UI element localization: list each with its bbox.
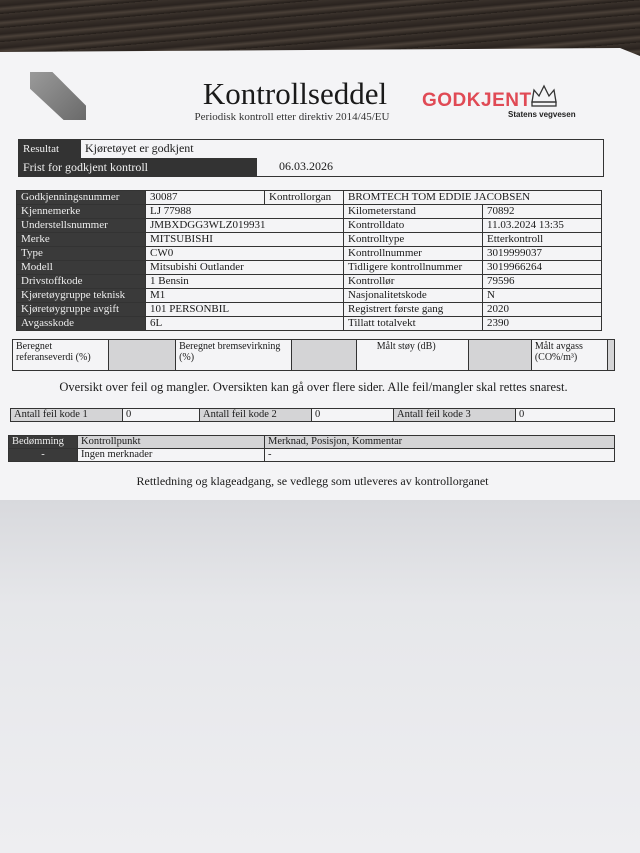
table-row <box>17 317 602 331</box>
footer-text: Rettledning og klageadgang, se vedlegg som utleveres av kontrollorganet <box>136 474 489 488</box>
table-row <box>17 205 602 219</box>
result-label: Resultat <box>19 140 81 158</box>
row-label: Kilometerstand <box>344 205 483 219</box>
reference-value-label: Beregnet referanseverdi (%) <box>13 340 109 371</box>
brake-effect-label: Beregnet bremsevirkning (%) <box>176 340 292 371</box>
remark-header: Merknad, Posisjon, Kommentar <box>265 436 615 449</box>
approval-number-label: Godkjenningsnummer <box>17 191 146 205</box>
table-row <box>17 275 602 289</box>
assessment-table <box>8 435 615 462</box>
row-label: Tillatt totalvekt <box>344 317 483 331</box>
row-value: 6L <box>146 317 344 331</box>
row-label: Type <box>17 247 146 261</box>
row-value: N <box>483 289 602 303</box>
row-value: 1 Bensin <box>146 275 344 289</box>
noise-cell <box>468 340 531 371</box>
row-label: Modell <box>17 261 146 275</box>
fault-code-3-label: Antall feil kode 3 <box>394 409 516 422</box>
exhaust-label: Målt avgass (CO%/m³) <box>531 340 607 371</box>
row-value: JMBXDGG3WLZ019931 <box>146 219 344 233</box>
row-value: 3019966264 <box>483 261 602 275</box>
row-value: Mitsubishi Outlander <box>146 261 344 275</box>
row-label: Kjøretøygruppe teknisk <box>17 289 146 303</box>
table-row <box>17 219 602 233</box>
deadline-value: 06.03.2026 <box>279 159 333 173</box>
row-label: Understellsnummer <box>17 219 146 233</box>
exhaust-cell <box>608 340 615 371</box>
row-value: 11.03.2024 13:35 <box>483 219 602 233</box>
row-label: Kjøretøygruppe avgift <box>17 303 146 317</box>
checkpoint-value: Ingen merknader <box>78 449 265 462</box>
row-value: M1 <box>146 289 344 303</box>
row-value: 2020 <box>483 303 602 317</box>
checkpoint-header: Kontrollpunkt <box>78 436 265 449</box>
row-label: Kontrolldato <box>344 219 483 233</box>
row-value: 79596 <box>483 275 602 289</box>
fault-code-1-label: Antall feil kode 1 <box>11 409 123 422</box>
document-title: Kontrollseddel <box>202 76 388 111</box>
noise-label: Målt støy (dB) <box>356 340 468 371</box>
reference-value-cell <box>108 340 175 371</box>
row-label: Tidligere kontrollnummer <box>344 261 483 275</box>
overview-text: Oversikt over feil og mangler. Oversikten kan gå over flere sider. Alle feil/mangler skal rettes snarest. <box>59 380 568 394</box>
row-label: Kontrolltype <box>344 233 483 247</box>
row-label: Avgasskode <box>17 317 146 331</box>
remark-value: - <box>265 449 615 462</box>
row-label: Merke <box>17 233 146 247</box>
row-value: LJ 77988 <box>146 205 344 219</box>
row-label: Kontrollør <box>344 275 483 289</box>
row-value: 3019999037 <box>483 247 602 261</box>
assessment-header: Bedømming <box>9 436 78 449</box>
table-row <box>17 233 602 247</box>
fault-code-1-value: 0 <box>123 409 200 422</box>
fault-code-2-value: 0 <box>312 409 394 422</box>
row-value: 70892 <box>483 205 602 219</box>
control-body-label: Kontrollorgan <box>265 191 344 205</box>
brake-effect-cell <box>291 340 356 371</box>
fault-count-table <box>10 408 615 422</box>
table-row <box>17 191 602 205</box>
row-label: Kontrollnummer <box>344 247 483 261</box>
row-label: Drivstoffkode <box>17 275 146 289</box>
approved-stamp: GODKJENT <box>422 90 532 111</box>
fault-code-2-label: Antall feil kode 2 <box>200 409 312 422</box>
result-value: Kjøretøyet er godkjent <box>85 141 194 155</box>
document-subtitle: Periodisk kontroll etter direktiv 2014/45/EU <box>194 111 390 123</box>
row-value: MITSUBISHI <box>146 233 344 247</box>
vehicle-info-table <box>16 190 602 331</box>
table-row <box>17 303 602 317</box>
row-value: CW0 <box>146 247 344 261</box>
row-value: 2390 <box>483 317 602 331</box>
row-value: Etterkontroll <box>483 233 602 247</box>
row-value: 101 PERSONBIL <box>146 303 344 317</box>
row-label: Kjennemerke <box>17 205 146 219</box>
agency-name: Statens vegvesen <box>508 110 576 119</box>
control-body-value: BROMTECH TOM EDDIE JACOBSEN <box>344 191 602 205</box>
table-row <box>17 261 602 275</box>
row-label: Registrert første gang <box>344 303 483 317</box>
measurements-table <box>12 339 615 371</box>
approval-number-value: 30087 <box>146 191 265 205</box>
deadline-label: Frist for godkjent kontroll <box>19 158 257 176</box>
crown-emblem-icon <box>528 82 560 108</box>
table-row <box>17 289 602 303</box>
paper-fold-shadow <box>0 500 640 853</box>
fault-code-3-value: 0 <box>516 409 615 422</box>
assessment-value: - <box>9 449 78 462</box>
row-label: Nasjonalitetskode <box>344 289 483 303</box>
result-box <box>18 139 604 177</box>
table-row <box>17 247 602 261</box>
